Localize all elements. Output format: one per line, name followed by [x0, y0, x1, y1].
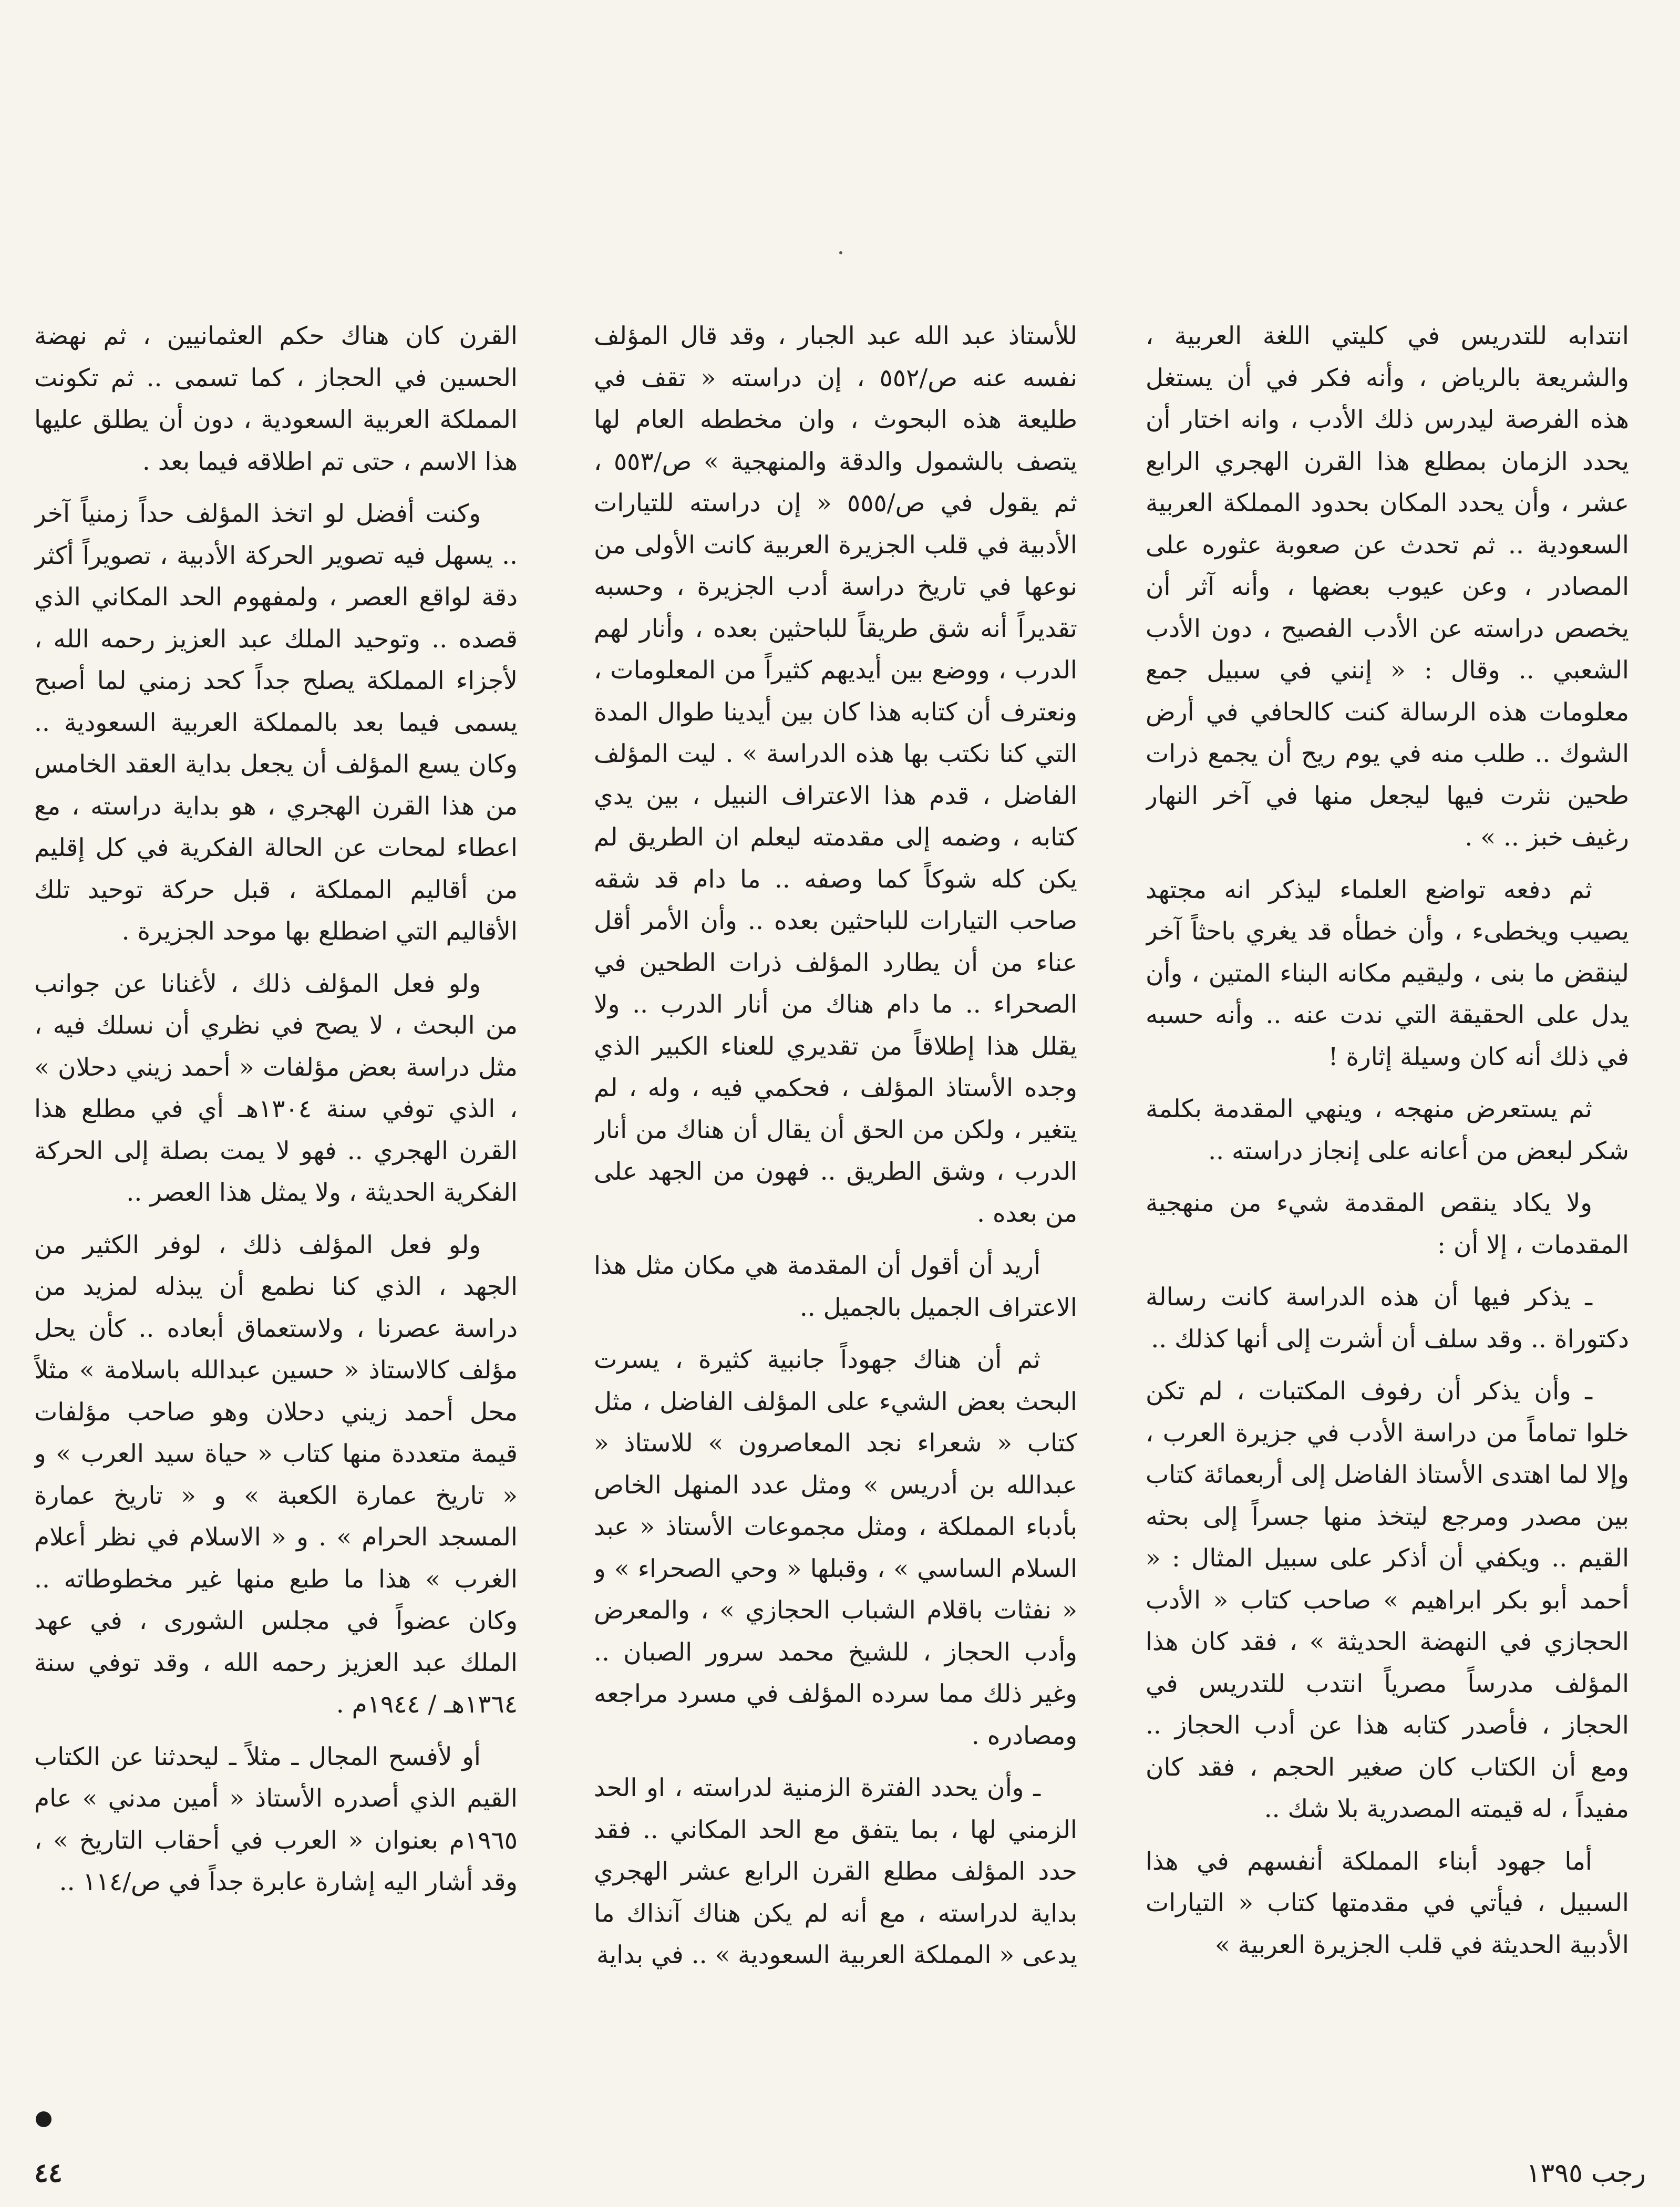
paragraph: وكنت أفضل لو اتخذ المؤلف حداً زمنياً آخر .. يسهل فيه تصوير الحركة الأدبية ، تصويراً أكثر دقة لواقع العصر ، ولمفهوم الحد المكاني الذي قصده .. وتوحيد الملك عبد العزيز رحمه الله ، لأجزاء المملكة يصلح جداً كحد زمني لما أصبح يسمى فيما بعد بالمملكة العربية السعودية .. وكان يسع المؤلف أن يجعل بداية العقد الخامس من هذا القرن الهجري ، هو بداية دراسته ، مع اعطاء لمحات عن الحالة الفكرية في كل إقليم من أقاليم المملكة ، قبل حركة توحيد تلك الأقاليم التي اضطلع بها موحد الجزيرة .	[34, 499, 518, 946]
paragraph: أما جهود أبناء المملكة أنفسهم في هذا السبيل ، فيأتي في مقدمتها كتاب « التيارات الأدبية الحديثة في قلب الجزيرة العربية »	[1146, 1847, 1629, 1960]
issue-date: رجب ١٣٩٥	[1526, 2158, 1646, 2188]
paragraph: ولا يكاد ينقص المقدمة شيء من منهجية المقدمات ، إلا أن :	[1146, 1189, 1629, 1260]
end-of-article-bullet	[36, 2111, 51, 2127]
paragraph: أريد أن أقول أن المقدمة هي مكان مثل هذا الاعتراف الجميل بالجميل ..	[594, 1251, 1077, 1322]
article-column-right	[1146, 315, 1629, 2128]
page-number: ٤٤	[34, 2157, 63, 2188]
paragraph: ثم أن هناك جهوداً جانبية كثيرة ، يسرت البحث بعض الشيء على المؤلف الفاضل ، مثل كتاب « شعراء نجد المعاصرون » للاستاذ « عبدالله بن أدريس » ومثل عدد المنهل الخاص بأدباء المملكة ، ومثل مجموعات الأستاذ « عبد السلام الساسي » ، وقبلها « وحي الصحراء » و « نفثات باقلام الشباب الحجازي » ، والمعرض وأدب الحجاز ، للشيخ محمد سرور الصبان .. وغير ذلك مما سرده المؤلف في مسرد مراجعه ومصادره .	[594, 1345, 1077, 1750]
paragraph: ثم يستعرض منهجه ، وينهي المقدمة بكلمة شكر لبعض من أعانه على إنجاز دراسته ..	[1146, 1095, 1629, 1166]
paragraph: ـ وأن يحدد الفترة الزمنية لدراسته ، او الحد الزمني لها ، بما يتفق مع الحد المكاني .. فقد حدد المؤلف مطلع القرن الرابع عشر الهجري بداية لدراسته ، مع أنه لم يكن هناك آنذاك ما يدعى « المملكة العربية السعودية » .. في بداية	[594, 1773, 1077, 1969]
article-column-middle	[594, 315, 1077, 2128]
paragraph: ثم دفعه تواضع العلماء ليذكر انه مجتهد يصيب ويخطىء ، وأن خطأه قد يغري باحثاً آخر لينقض ما بنى ، وليقيم مكانه البناء المتين ، وأن يدل على الحقيقة التي ندت عنه .. وأنه حسبه في ذلك أنه كان وسيلة إثارة !	[1146, 875, 1629, 1071]
paragraph: أو لأفسح المجال ـ مثلاً ـ ليحدثنا عن الكتاب القيم الذي أصدره الأستاذ « أمين مدني » عام ١٩٦٥م بعنوان « العرب في أحقاب التاريخ » ، وقد أشار اليه إشارة عابرة جداً في ص/١١٤ ..	[34, 1742, 518, 1896]
paragraph: للأستاذ عبد الله عبد الجبار ، وقد قال المؤلف نفسه عنه ص/٥٥٢ ، إن دراسته « تقف في طليعة هذه البحوث ، وان مخططه العام لها يتصف بالشمول والدقة والمنهجية » ص/٥٥٣ ، ثم يقول في ص/٥٥٥ « إن دراسته للتيارات الأدبية في قلب الجزيرة العربية كانت الأولى من نوعها في تاريخ دراسة أدب الجزيرة ، وحسبه تقديراً أنه شق طريقاً للباحثين بعده ، وأنار لهم الدرب ، ووضع بين أيديهم كثيراً من المعلومات ، ونعترف أن كتابه هذا كان بين أيدينا طوال المدة التي كنا نكتب بها هذه الدراسة » . ليت المؤلف الفاضل ، قدم هذا الاعتراف النبيل ، بين يدي كتابه ، وضمه إلى مقدمته ليعلم ان الطريق لم يكن كله شوكاً كما وصفه .. ما دام قد شقه صاحب التيارات للباحثين بعده .. وأن الأمر أقل عناء من أن يطارد المؤلف ذرات الطحين في الصحراء .. ما دام هناك من أنار الدرب .. ولا يقلل هذا إطلاقاً من تقديري للعناء الكبير الذي وجده الأستاذ المؤلف ، فحكمي فيه ، وله ، لم يتغير ، ولكن من الحق أن يقال أن هناك من أنار الدرب ، وشق الطريق .. فهون من الجهد على من بعده .	[594, 322, 1077, 1228]
paragraph: ولو فعل المؤلف ذلك ، لوفر الكثير من الجهد ، الذي كنا نطمع أن يبذله لمزيد من دراسة عصرنا ، ولاستعماق أبعاده .. كأن يحل مؤلف كالاستاذ « حسين عبدالله باسلامة » مثلاً محل أحمد زيني دحلان وهو صاحب مؤلفات قيمة متعددة منها كتاب « حياة سيد العرب » و « تاريخ عمارة الكعبة » و « تاريخ عمارة المسجد الحرام » . و « الاسلام في نظر أعلام الغرب » هذا ما طبع منها غير مخطوطاته .. وكان عضواً في مجلس الشورى ، في عهد الملك عبد العزيز رحمه الله ، وقد توفي سنة ١٣٦٤هـ / ١٩٤٤م .	[34, 1230, 518, 1719]
paragraph: القرن كان هناك حكم العثمانيين ، ثم نهضة الحسين في الحجاز ، كما تسمى .. ثم تكونت المملكة العربية السعودية ، دون أن يطلق عليها هذا الاسم ، حتى تم اطلاقه فيما بعد .	[34, 322, 518, 476]
paragraph: ولو فعل المؤلف ذلك ، لأغنانا عن جوانب من البحث ، لا يصح في نظري أن نسلك فيه ، مثل دراسة بعض مؤلفات « أحمد زيني دحلان » ، الذي توفي سنة ١٣٠٤هـ أي في مطلع هذا القرن الهجري .. فهو لا يمت بصلة إلى الحركة الفكرية الحديثة ، ولا يمثل هذا العصر ..	[34, 969, 518, 1207]
paragraph: ـ يذكر فيها أن هذه الدراسة كانت رسالة دكتوراة .. وقد سلف أن أشرت إلى أنها كذلك ..	[1146, 1283, 1629, 1354]
paragraph: ـ وأن يذكر أن رفوف المكتبات ، لم تكن خلوا تماماً من دراسة الأدب في جزيرة العرب ، وإلا لما اهتدى الأستاذ الفاضل إلى أربعمائة كتاب بين مصدر ومرجع ليتخذ منها جسراً إلى بحثه القيم .. ويكفي أن أذكر على سبيل المثال : « أحمد أبو بكر ابراهيم » صاحب كتاب « الأدب الحجازي في النهضة الحديثة » ، فقد كان هذا المؤلف مدرساً مصرياً انتدب للتدريس في الحجاز ، فأصدر كتابه هذا عن أدب الحجاز .. ومع أن الكتاب كان صغير الحجم ، فقد كان مفيداً ، له قيمته المصدرية بلا شك ..	[1146, 1377, 1629, 1823]
print-speck	[839, 251, 842, 254]
article-column-left	[34, 315, 518, 2128]
paragraph: انتدابه للتدريس في كليتي اللغة العربية ، والشريعة بالرياض ، وأنه فكر في أن يستغل هذه الفرصة ليدرس ذلك الأدب ، وانه اختار أن يحدد الزمان بمطلع هذا القرن الهجري الرابع عشر ، وأن يحدد المكان بحدود المملكة العربية السعودية .. ثم تحدث عن صعوبة عثوره على المصادر ، وعن عيوب بعضها ، وأنه آثر أن يخصص دراسته عن الأدب الفصيح ، دون الأدب الشعبي .. وقال : « إنني في سبيل جمع معلومات هذه الرسالة كنت كالحافي في أرض الشوك .. طلب منه في يوم ريح أن يجمع ذرات طحين نثرت فيها ليجعل منها في آخر النهار رغيف خبز .. » .	[1146, 322, 1629, 852]
